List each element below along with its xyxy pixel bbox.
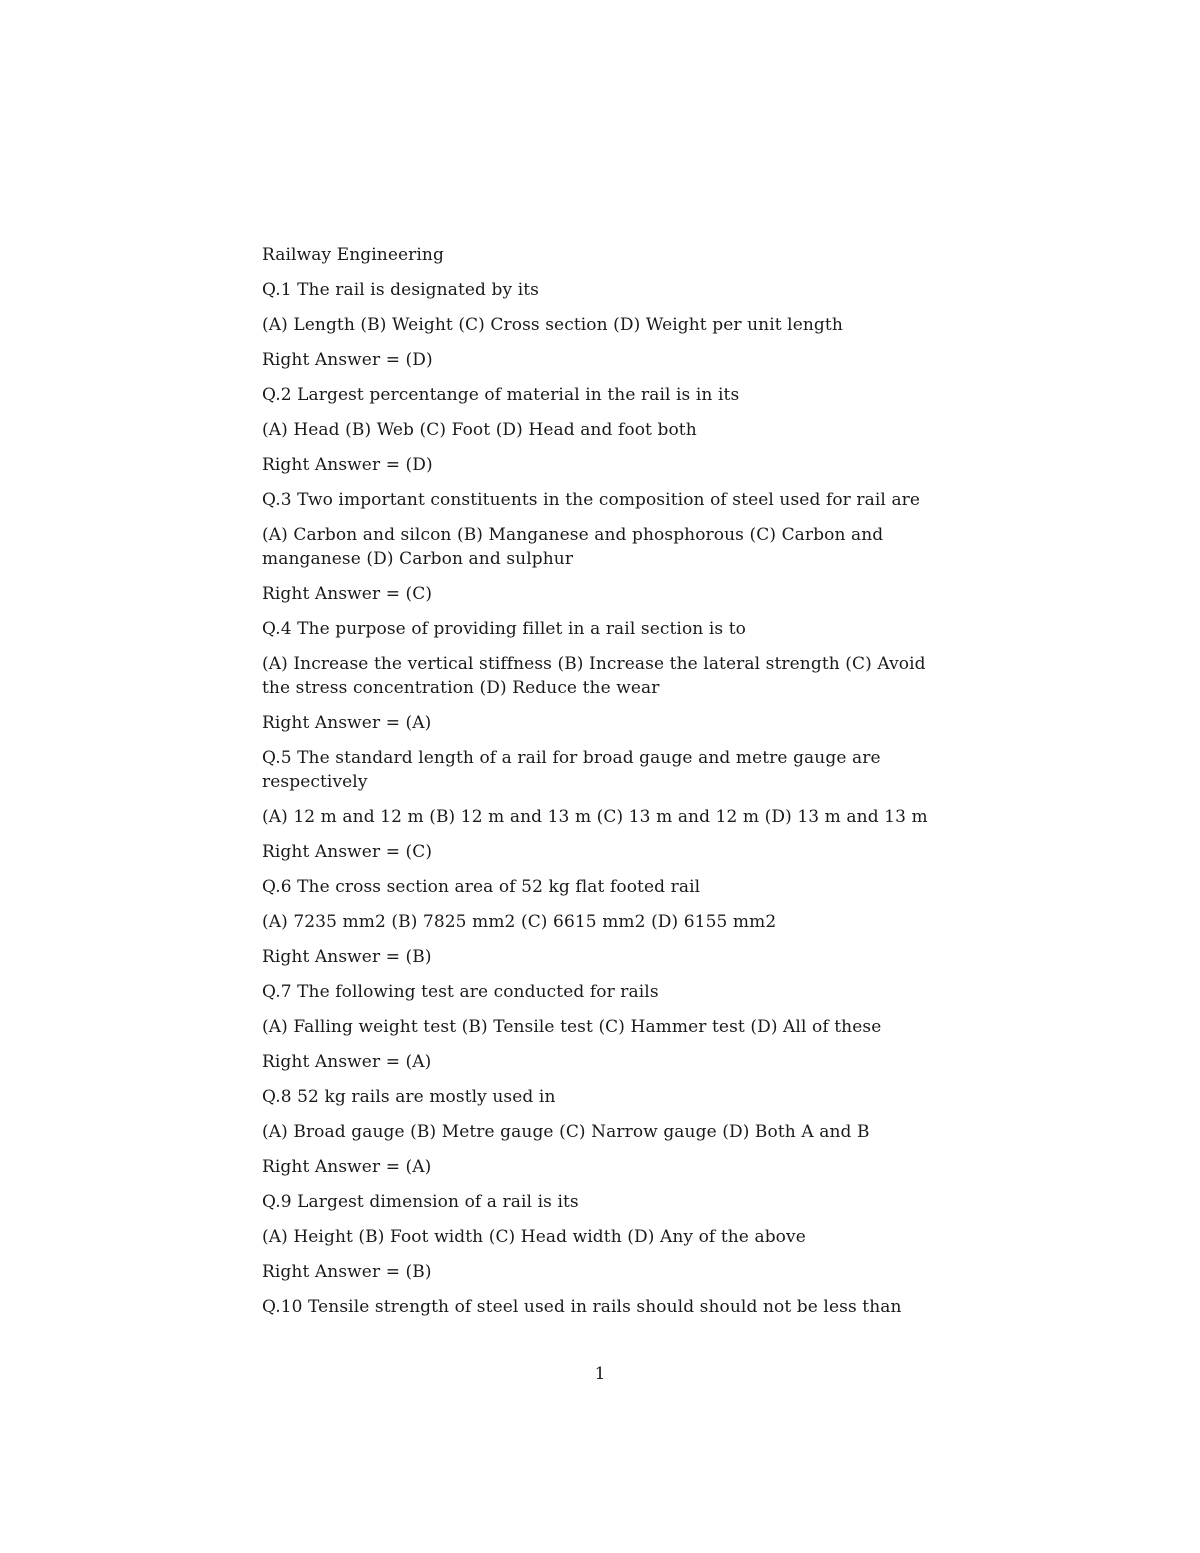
document-title: Railway Engineering bbox=[262, 245, 444, 265]
document-page bbox=[262, 243, 942, 1330]
question-8: Q.8 52 kg rails are mostly used in bbox=[262, 1087, 556, 1107]
question-7: Q.7 The following test are conducted for rails bbox=[262, 982, 659, 1002]
options-4: (A) Increase the vertical stiffness (B) Increase the lateral strength (C) Avoid the stress concentration (D) Reduce the wear bbox=[262, 654, 926, 698]
answer-4: Right Answer = (A) bbox=[262, 713, 432, 733]
question-9: Q.9 Largest dimension of a rail is its bbox=[262, 1192, 579, 1212]
answer-7: Right Answer = (A) bbox=[262, 1052, 432, 1072]
question-6: Q.6 The cross section area of 52 kg flat footed rail bbox=[262, 877, 701, 897]
options-3: (A) Carbon and silcon (B) Manganese and phosphorous (C) Carbon and manganese (D) Carbon and sulphur bbox=[262, 525, 884, 569]
question-5: Q.5 The standard length of a rail for broad gauge and metre gauge are respectively bbox=[262, 748, 881, 792]
question-3: Q.3 Two important constituents in the composition of steel used for rail are bbox=[262, 490, 921, 510]
answer-1: Right Answer = (D) bbox=[262, 350, 433, 370]
question-10: Q.10 Tensile strength of steel used in rails should should not be less than bbox=[262, 1297, 902, 1317]
question-1: Q.1 The rail is designated by its bbox=[262, 280, 540, 300]
options-1: (A) Length (B) Weight (C) Cross section (D) Weight per unit length bbox=[262, 315, 843, 335]
answer-2: Right Answer = (D) bbox=[262, 455, 433, 475]
options-8: (A) Broad gauge (B) Metre gauge (C) Narrow gauge (D) Both A and B bbox=[262, 1122, 870, 1142]
question-4: Q.4 The purpose of providing fillet in a rail section is to bbox=[262, 619, 746, 639]
options-5: (A) 12 m and 12 m (B) 12 m and 13 m (C) 13 m and 12 m (D) 13 m and 13 m bbox=[262, 807, 928, 827]
answer-5: Right Answer = (C) bbox=[262, 842, 433, 862]
answer-6: Right Answer = (B) bbox=[262, 947, 432, 967]
options-9: (A) Height (B) Foot width (C) Head width (D) Any of the above bbox=[262, 1227, 806, 1247]
options-2: (A) Head (B) Web (C) Foot (D) Head and foot both bbox=[262, 420, 697, 440]
answer-9: Right Answer = (B) bbox=[262, 1262, 432, 1282]
question-2: Q.2 Largest percentange of material in the rail is in its bbox=[262, 385, 740, 405]
page-number: 1 bbox=[594, 1364, 606, 1384]
options-7: (A) Falling weight test (B) Tensile test (C) Hammer test (D) All of these bbox=[262, 1017, 882, 1037]
answer-8: Right Answer = (A) bbox=[262, 1157, 432, 1177]
answer-3: Right Answer = (C) bbox=[262, 584, 433, 604]
options-6: (A) 7235 mm2 (B) 7825 mm2 (C) 6615 mm2 (D) 6155 mm2 bbox=[262, 912, 777, 932]
